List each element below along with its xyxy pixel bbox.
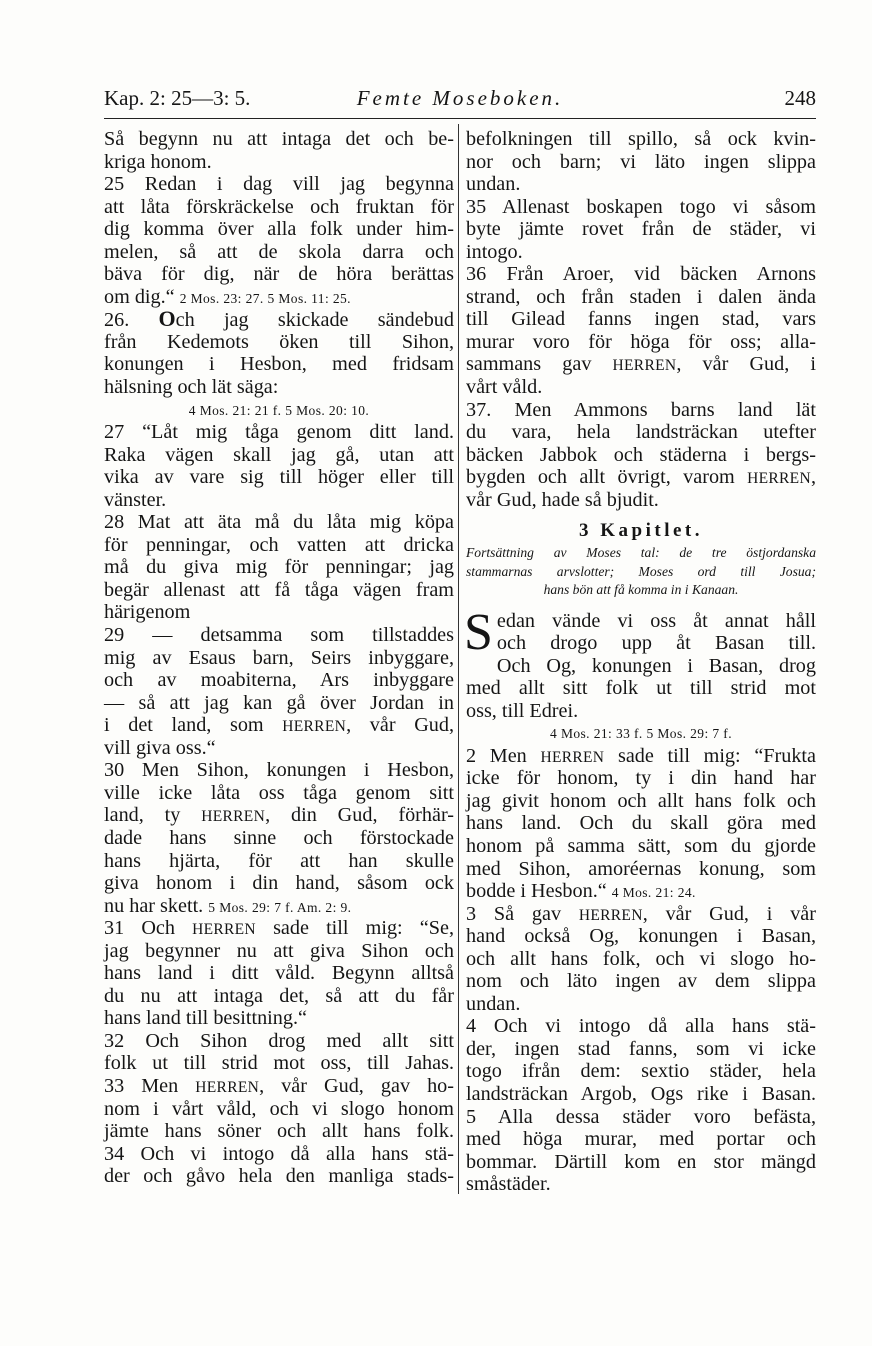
text-line: härigenom (104, 601, 191, 624)
text-line: från Kedemots öken till Sihon, (104, 330, 454, 353)
divine-name: HERREN (578, 906, 643, 924)
text-line: 30 Men Sihon, konungen i Hesbon, (104, 759, 454, 782)
text-line: oss, till Edrei. (466, 699, 579, 722)
text-line: må du giva mig för penningar; jag (104, 556, 454, 579)
text-line: 26. Och jag skickade sändebud (104, 306, 454, 332)
column-divider (458, 124, 459, 1194)
right-column (466, 128, 816, 1196)
text-line: bäcken Jabbok och städerna i bergs- (466, 443, 816, 466)
drop-cap: S (464, 603, 493, 661)
text-line: Raka vägen skall jag gå, utan att (104, 443, 454, 466)
text-line: 28 Mat att äta må du låta mig köpa (104, 511, 454, 534)
text-line: bäva för dig, när de höra berättas (104, 263, 454, 286)
text-line: befolkningen till spillo, så ock kvin- (466, 128, 816, 150)
text-line: jämte hans söner och allt hans folk. (104, 1120, 454, 1143)
initial-letter: O (158, 306, 176, 332)
text-line: — så att jag kan gå över Jordan in (104, 691, 454, 714)
text-line: 37. Men Ammons barns land lät (466, 398, 816, 421)
text-line: kriga honom. (104, 150, 212, 173)
text-line: 33 Men HERREN, vår Gud, gav ho- (104, 1074, 454, 1097)
text-line: bygden och allt övrigt, varom HERREN, (466, 466, 816, 489)
text-line: med höga murar, med portar och (466, 1128, 816, 1151)
text-line: undan. (466, 173, 521, 196)
text-line: byte jämte rovet från de städer, vi (466, 218, 816, 241)
text-line: strand, och från staden i dalen ända (466, 285, 816, 308)
text-line: du vara, hela landsträckan utefter (466, 421, 816, 444)
text-line: 32 Och Sihon drog med allt sitt (104, 1029, 454, 1052)
text-line: hans land i ditt våld. Begynn alltså (104, 962, 454, 985)
text-line: 36 Från Aroer, vid bäcken Arnons (466, 263, 816, 286)
text-line: bommar. Därtill kom en stor mängd (466, 1150, 816, 1173)
text-line: att låta förskräckelse och fruktan för (104, 195, 454, 218)
text-line: och av moabiterna, Ars inbyggare (104, 669, 454, 692)
text-line: och drogo upp åt Basan till. (496, 632, 816, 655)
text-line: murar voro för höga för oss; alla- (466, 330, 816, 353)
text-line: edan vände vi oss åt annat håll (496, 609, 816, 632)
text-line: der och gåvo hela den manliga stads- (104, 1165, 454, 1188)
text-line: undan. (466, 992, 521, 1015)
text-line: bodde i Hesbon.“ 4 Mos. 21: 24. (466, 880, 696, 903)
text-line: folk ut till strid mot oss, till Jahas. (104, 1052, 454, 1075)
text-line: 34 Och vi intogo då alla hans stä- (104, 1142, 454, 1165)
summary-line: Fortsättning av Moses tal: de tre östjordanska (466, 545, 816, 561)
text-line: i det land, som HERREN, vår Gud, (104, 714, 455, 737)
text-line: hans land till besittning.“ (104, 1007, 307, 1030)
header-rule (104, 118, 816, 119)
text-line: hans hjärta, för att han skulle (104, 849, 454, 872)
text-line: hälsning och lät säga: (104, 376, 279, 399)
text-line: honom på samma sätt, som du gjorde (466, 834, 816, 857)
text-line: 29 — detsamma som tillstaddes (104, 624, 454, 647)
text-line: 31 Och HERREN sade till mig: “Se, (104, 917, 454, 940)
cross-reference: 4 Mos. 21: 33 f. 5 Mos. 29: 7 f. (550, 726, 732, 742)
chapter-range: Kap. 2: 25—3: 5. (104, 86, 251, 110)
text-line: land, ty HERREN, din Gud, förhär- (104, 804, 454, 827)
text-line: 3 Så gav HERREN, vår Gud, i vår (466, 902, 816, 925)
text-line: vika av vare sig till höger eller till (104, 466, 454, 489)
text-line: melen, så att de skola darra och (104, 240, 454, 263)
text-line: icke för honom, ty i din hand har (466, 767, 816, 790)
text-line: du nu att intaga det, så att du får (104, 984, 454, 1007)
page-header (104, 86, 816, 116)
text-line: giva honom i din hand, såsom ock (104, 872, 454, 895)
text-line: nom och läto ingen av dem slippa (466, 970, 816, 993)
cross-reference: 4 Mos. 21: 21 f. 5 Mos. 20: 10. (188, 402, 370, 418)
text-line: 2 Men HERREN sade till mig: “Frukta (466, 744, 816, 767)
text-line: för penningar, och vatten att dricka (104, 533, 454, 556)
text-line: 27 “Låt mig tåga genom ditt land. (104, 421, 454, 444)
text-line: jag begynner nu att giva Sihon och (104, 939, 454, 962)
text-line: nor och barn; vi läto ingen slippa (466, 150, 816, 173)
chapter-opening (464, 603, 816, 661)
page-number: 248 (784, 86, 816, 110)
text-line: sammans gav HERREN, vår Gud, i (466, 353, 816, 376)
text-line: 5 Alla dessa städer voro befästa, (466, 1105, 816, 1128)
text-line: togo ifrån dem: sextio städer, hela (466, 1060, 816, 1083)
chapter-heading: 3 Kapitlet. (579, 520, 703, 542)
chapter-summary (466, 544, 816, 599)
cross-reference: 4 Mos. 21: 24. (611, 885, 696, 901)
text-line: nu har skett. 5 Mos. 29: 7 f. Am. 2: 9. (104, 894, 352, 917)
summary-line: stammarnas arvslotter; Moses ord till Josua; (466, 563, 816, 579)
text-line: till Gilead fanns ingen stad, vars (466, 308, 816, 331)
text-line: vänster. (104, 488, 167, 511)
text-line: dig komma över alla folk under him- (104, 218, 454, 241)
text-line: 35 Allenast boskapen togo vi såsom (466, 195, 816, 218)
text-line: med Sihon, amoréernas konung, som (466, 857, 816, 880)
text-line: der, ingen stad fanns, som vi icke (466, 1037, 816, 1060)
text-line: om dig.“ 2 Mos. 23: 27. 5 Mos. 11: 25. (104, 285, 351, 308)
divine-name: HERREN (282, 718, 347, 736)
summary-line: hans bön att få komma in i Kanaan. (543, 582, 739, 598)
text-line: med allt sitt folk ut till strid mot (466, 677, 816, 700)
text-line: hans land. Och du skall göra med (466, 812, 816, 835)
text-line: landsträckan Argob, Ogs rike i Basan. (466, 1083, 816, 1105)
text-line: 4 Och vi intogo då alla hans stä- (466, 1015, 816, 1038)
divine-name: HERREN (201, 808, 266, 826)
divine-name: HERREN (612, 357, 677, 375)
text-line: vår Gud, hade så bjudit. (466, 488, 659, 511)
cross-reference: 5 Mos. 29: 7 f. Am. 2: 9. (208, 899, 352, 915)
text-line: ville icke låta oss tåga genom sitt (104, 781, 454, 804)
right-column-text-bottom (466, 655, 816, 1196)
right-column-text-top (466, 128, 816, 511)
cross-reference: 2 Mos. 23: 27. 5 Mos. 11: 25. (179, 290, 351, 306)
text-line: dade hans sinne och förstockade (104, 826, 454, 849)
divine-name: HERREN (192, 921, 256, 939)
text-line: konungen i Hesbon, med fridsam (104, 353, 454, 376)
text-line: småstäder. (466, 1173, 551, 1196)
text-line: Och Og, konungen i Basan, drog (496, 654, 816, 677)
book-title: Femte Moseboken. (356, 86, 564, 110)
divine-name: HERREN (540, 748, 605, 766)
text-line: Så begynn nu att intaga det och be- (104, 128, 454, 150)
text-line: och allt hans folk, och vi slogo ho- (466, 947, 816, 970)
text-line: nom i vårt våld, och vi slogo honom (104, 1097, 454, 1120)
left-column (104, 128, 454, 1188)
text-line: hand också Og, konungen i Basan, (466, 925, 816, 948)
divine-name: HERREN (195, 1078, 260, 1096)
text-line: mig av Esaus barn, Seirs inbyggare, (104, 646, 454, 669)
text-line: vill giva oss.“ (104, 736, 216, 759)
divine-name: HERREN (747, 470, 811, 488)
text-line: begär allenast att få tåga vägen fram (104, 578, 454, 601)
text-line: jag givit honom och allt hans folk och (466, 789, 816, 812)
text-line: vårt våld. (466, 376, 543, 399)
text-line: 25 Redan i dag vill jag begynna (104, 173, 454, 196)
text-line: intogo. (466, 240, 523, 263)
